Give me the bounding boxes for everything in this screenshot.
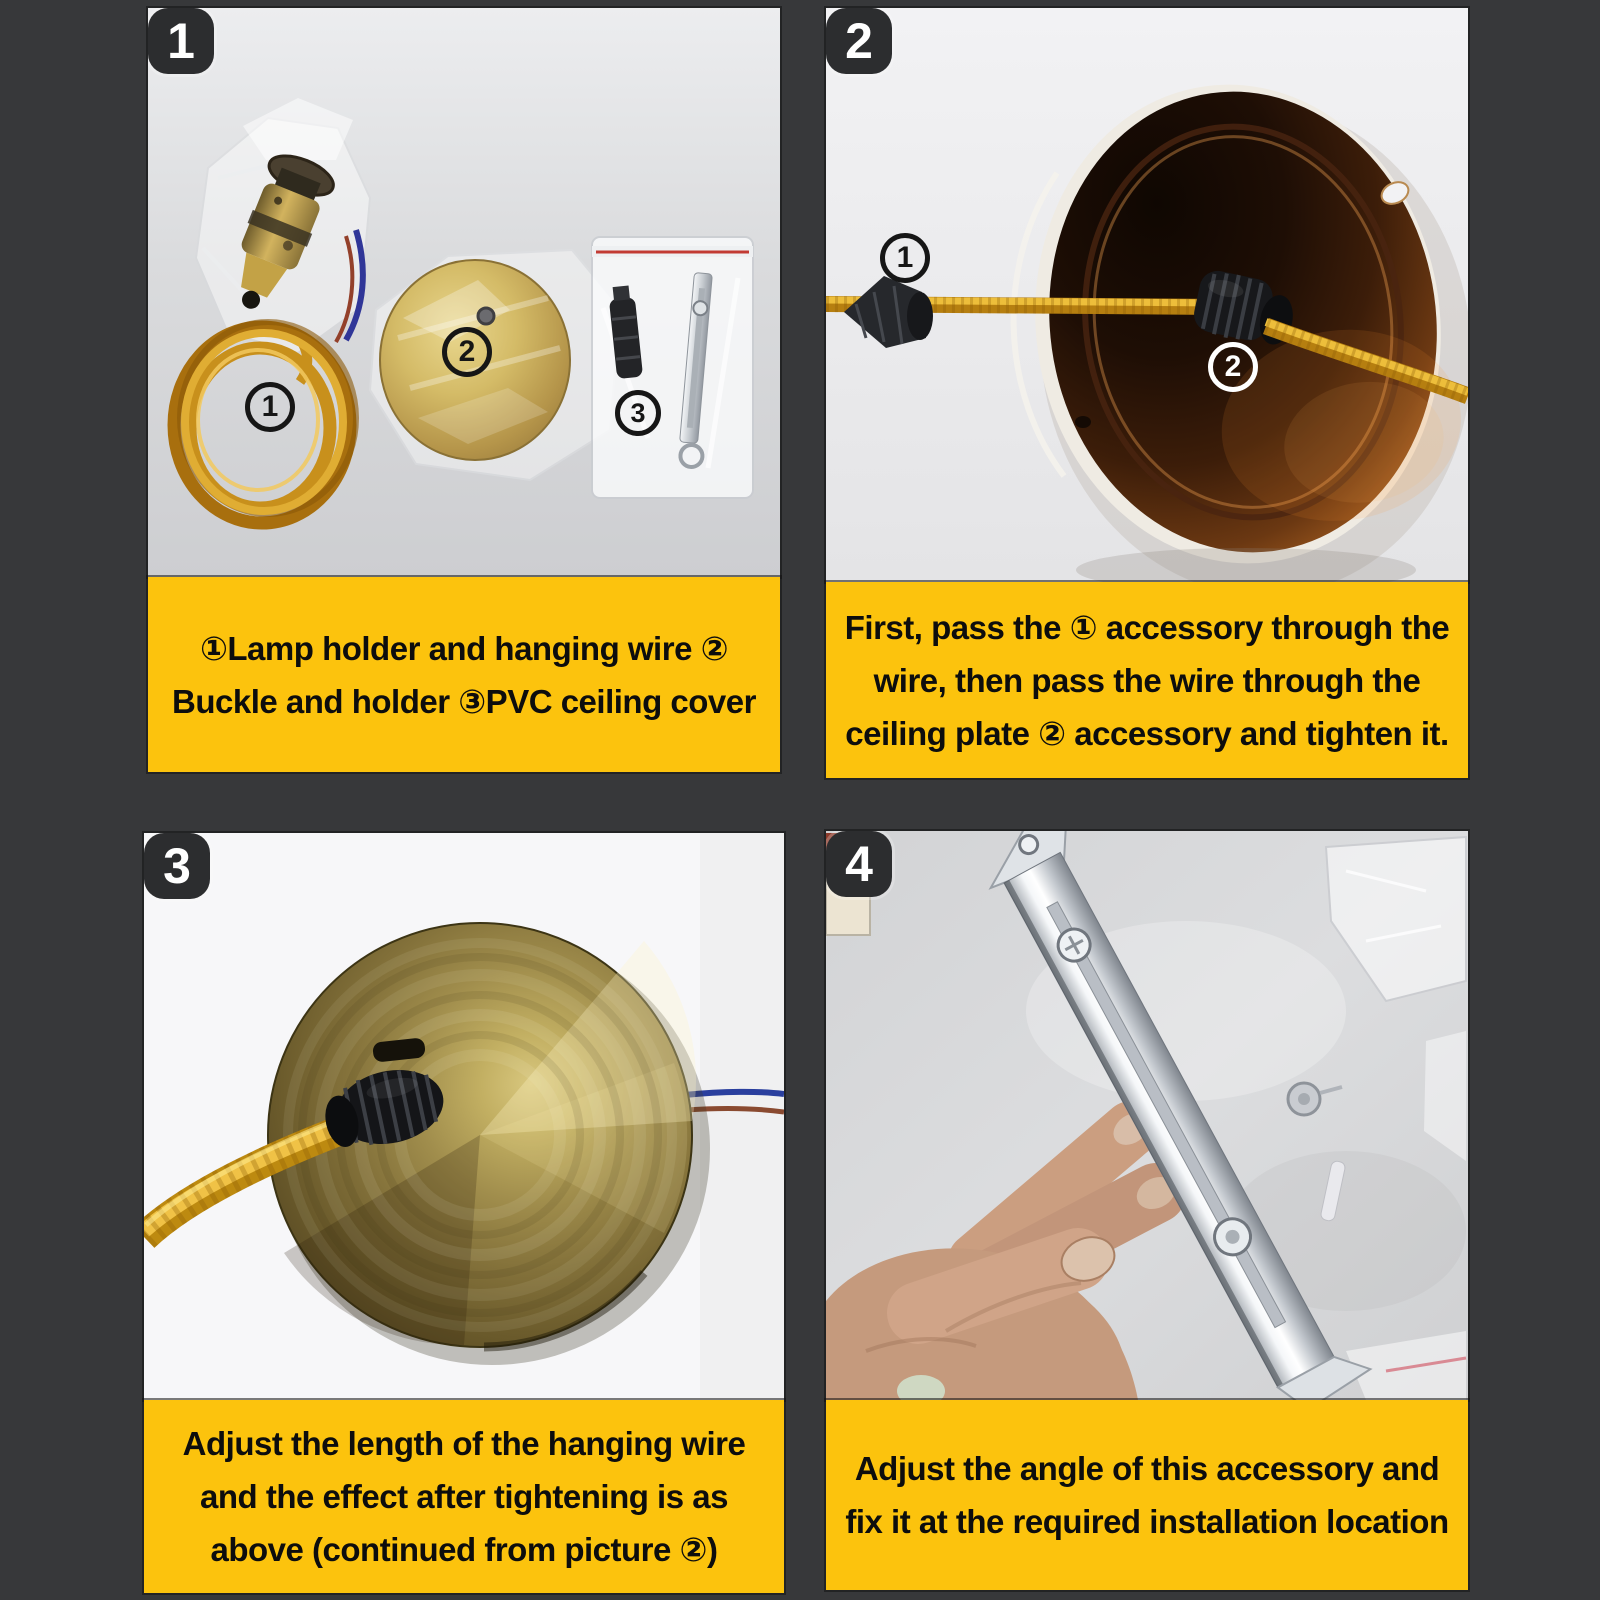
- mounting-bracket-hand-illustration: [826, 831, 1468, 1400]
- caption-line: Adjust the angle of this accessory and: [854, 1450, 1440, 1487]
- caption-line: ceiling plate ② accessory and tighten it.: [845, 714, 1449, 752]
- step-3-badge: 3: [144, 833, 210, 899]
- parts-overview-illustration: [148, 8, 780, 577]
- brass-canopy-illustration: [144, 833, 784, 1400]
- circled-1-label: 1: [245, 382, 295, 432]
- step-4-photo: [826, 831, 1468, 1400]
- circled-1-label: 1: [880, 233, 930, 283]
- caption-line: Adjust the length of the hanging wire: [182, 1425, 746, 1462]
- caption-line: ①Lamp holder and hanging wire ②: [199, 629, 729, 667]
- caption-line: wire, then pass the wire through the: [873, 661, 1421, 699]
- caption-line: Buckle and holder ③PVC ceiling cover: [172, 682, 756, 720]
- step-3-caption: [144, 1400, 784, 1593]
- caption-line: fix it at the required installation location: [845, 1503, 1449, 1540]
- step-4-badge: 4: [826, 831, 892, 897]
- step-4-caption: [826, 1400, 1468, 1590]
- step-2-caption: [826, 582, 1468, 778]
- caption-line: above (continued from picture ②): [210, 1531, 718, 1568]
- circled-2-label: 2: [1208, 342, 1258, 392]
- caption-line: and the effect after tightening is as: [200, 1478, 728, 1515]
- step-2-badge: 2: [826, 8, 892, 74]
- circled-3-label: 3: [615, 390, 661, 436]
- circled-2-label: 2: [442, 327, 492, 377]
- caption-line: First, pass the ① accessory through the: [844, 608, 1450, 646]
- step-3-photo: [144, 833, 784, 1400]
- step-2-photo: [826, 8, 1468, 582]
- step-1-caption: [148, 577, 780, 772]
- step-1-photo: [148, 8, 780, 577]
- step-1-badge: 1: [148, 8, 214, 74]
- ceiling-plate-illustration: [826, 8, 1468, 582]
